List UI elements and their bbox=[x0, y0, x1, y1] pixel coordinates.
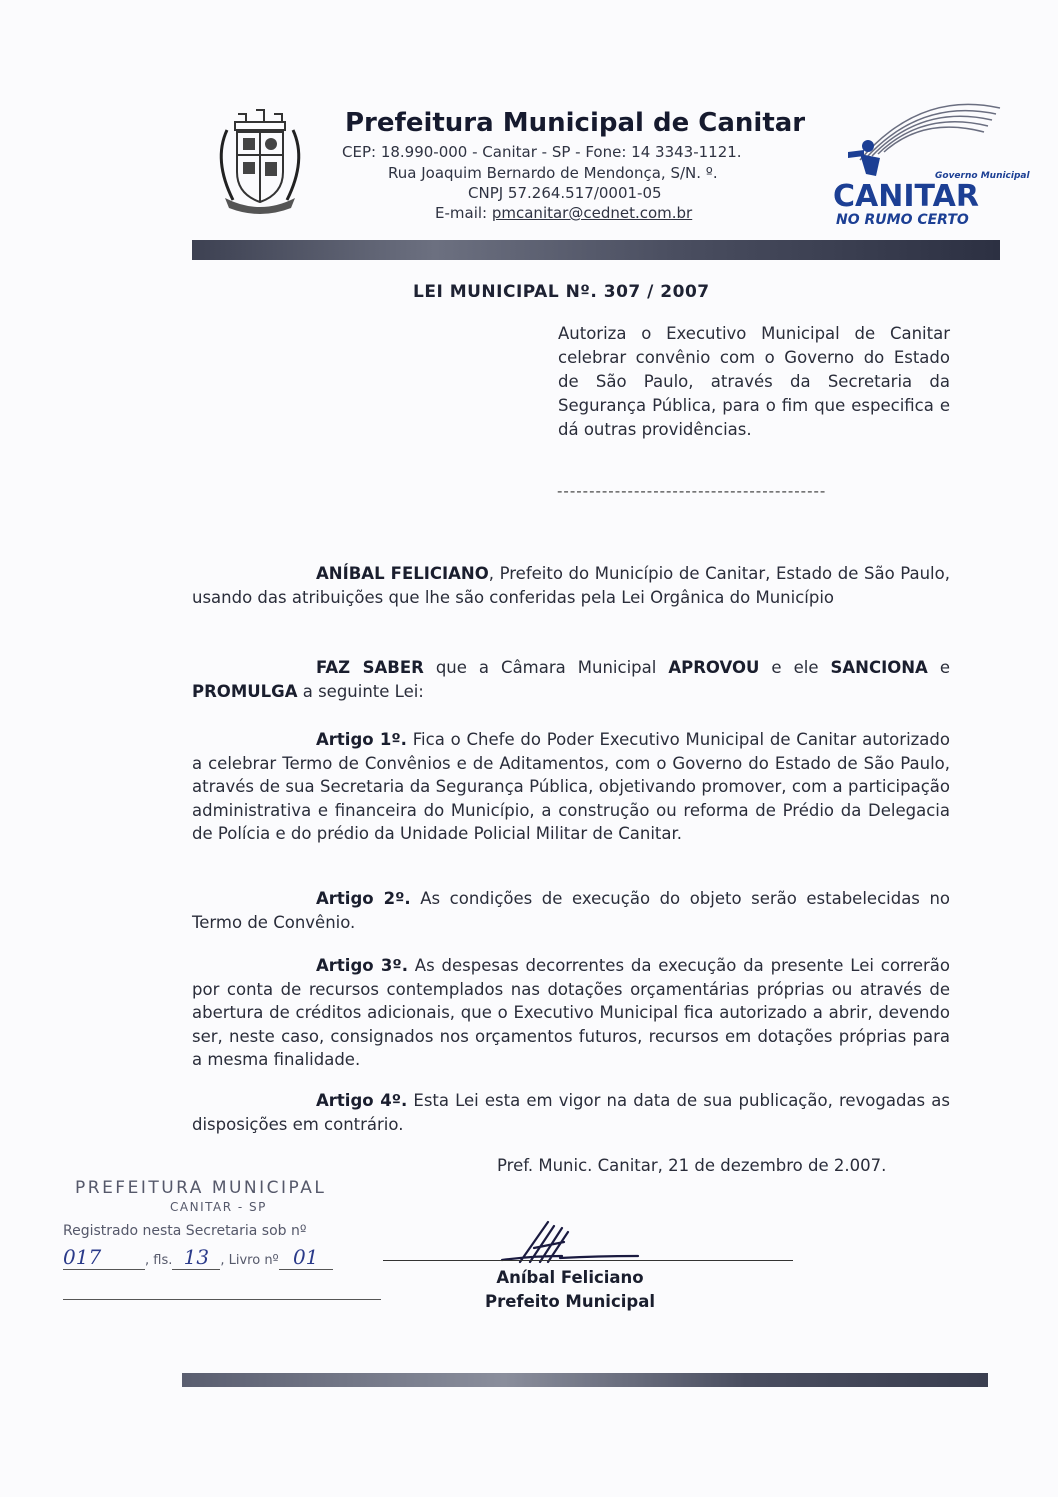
email-link[interactable]: pmcanitar@cednet.com.br bbox=[491, 204, 693, 222]
article-2 bbox=[192, 887, 950, 934]
stamp-registered-text: Registrado nesta Secretaria sob nº bbox=[63, 1223, 307, 1239]
enactment-paragraph bbox=[192, 656, 950, 703]
header-email-line bbox=[435, 204, 692, 222]
article-3-label: Artigo 3º. bbox=[316, 956, 408, 975]
article-1-text: Fica o Chefe do Poder Executivo Municipal de Canitar autorizado a celebrar Termo de Convênios e de Aditamentos, com o Governo do Estado de São Paulo, através de sua Secretaria da Segurança Pública, objetivando promover, com a participação administrativa e financeira do Município, a construção ou reforma de Prédio da Delegacia de Polícia e do prédio da Unidade Policial Militar de Canitar. bbox=[192, 730, 950, 843]
article-2-label: Artigo 2º. bbox=[316, 889, 411, 908]
signature-line bbox=[383, 1260, 793, 1261]
enactment-text-2: e ele bbox=[759, 658, 831, 677]
aprovou-bold: APROVOU bbox=[668, 658, 760, 677]
canitar-brand-logo bbox=[830, 100, 1030, 230]
header-title: Prefeitura Municipal de Canitar bbox=[345, 108, 806, 138]
article-4-text: Esta Lei esta em vigor na data de sua publicação, revogadas as disposições em contrário. bbox=[192, 1091, 950, 1134]
signer-name: Aníbal Feliciano bbox=[496, 1268, 644, 1287]
enactment-text-3: e bbox=[927, 658, 950, 677]
article-1-label: Artigo 1º. bbox=[316, 730, 407, 749]
place-date: Pref. Munic. Canitar, 21 de dezembro de 2.007. bbox=[497, 1156, 887, 1175]
livro-label: , Livro nº bbox=[220, 1253, 279, 1268]
article-2-text: As condições de execução do objeto serão estabelecidas no Termo de Convênio. bbox=[192, 889, 951, 932]
signer-role: Prefeito Municipal bbox=[484, 1292, 656, 1311]
article-1 bbox=[192, 728, 950, 846]
logo-small-text: Governo Municipal bbox=[935, 171, 1030, 181]
law-title: LEI MUNICIPAL Nº. 307 / 2007 bbox=[413, 282, 710, 302]
article-4-label: Artigo 4º. bbox=[316, 1091, 408, 1110]
article-4 bbox=[192, 1089, 950, 1136]
law-summary: Autoriza o Executivo Municipal de Canitar celebrar convênio com o Governo do Estado de São Paulo, através da Secretaria da Segurança Pública, para o fim que especifica e dá outras providências. bbox=[558, 324, 950, 439]
stamp-subtitle: CANITAR - SP bbox=[170, 1200, 267, 1214]
logo-big-text: CANITAR bbox=[833, 179, 979, 214]
stamp-title: PREFEITURA MUNICIPAL bbox=[75, 1178, 327, 1198]
signer-block bbox=[470, 1266, 670, 1314]
article-3-text: As despesas decorrentes da execução da presente Lei correrão por conta de recursos contemplados nas dotações orçamentárias próprias ou através de abertura de créditos adicionais, que o Executivo Municipal fica autorizado a abrir, devendo ser, neste caso, consignados nos orçamentos futuros, recursos em dotações próprias para a mesma finalidade. bbox=[192, 956, 950, 1069]
article-3 bbox=[192, 954, 950, 1072]
email-label: E-mail: bbox=[435, 204, 492, 222]
stamp-blank-line bbox=[63, 1299, 381, 1300]
livro-number: 01 bbox=[279, 1245, 333, 1270]
logo-slogan-text: NO RUMO CERTO bbox=[836, 212, 969, 228]
stamp-registration-row bbox=[63, 1245, 333, 1270]
faz-saber-bold: FAZ SABER bbox=[316, 658, 424, 677]
preamble-paragraph bbox=[192, 562, 950, 609]
footer-divider bbox=[182, 1373, 988, 1387]
sanciona-bold: SANCIONA bbox=[830, 658, 928, 677]
registration-number: 017 bbox=[63, 1245, 145, 1270]
municipal-crest-icon bbox=[205, 100, 315, 218]
header-contact-line: CEP: 18.990-000 - Canitar - SP - Fone: 14 3343-1121. bbox=[342, 143, 742, 161]
mayor-name: ANÍBAL FELICIANO bbox=[316, 564, 489, 583]
header-address-line: Rua Joaquim Bernardo de Mendonça, S/N. º. bbox=[388, 164, 718, 182]
header-divider bbox=[192, 240, 1000, 260]
header-cnpj-line: CNPJ 57.264.517/0001-05 bbox=[468, 184, 662, 202]
fls-number: 13 bbox=[172, 1245, 220, 1270]
fls-label: , fls. bbox=[145, 1253, 173, 1268]
enactment-text-1: que a Câmara Municipal bbox=[423, 658, 669, 677]
promulga-bold: PROMULGA bbox=[192, 681, 298, 701]
enactment-text-4: a seguinte Lei: bbox=[297, 681, 424, 701]
summary-separator: ------------------------------------------ bbox=[557, 482, 827, 500]
preamble-text: , Prefeito do Município de Canitar, Estado de São Paulo, usando das atribuições que lhe são conferidas pela Lei Orgânica do Município bbox=[192, 564, 950, 607]
